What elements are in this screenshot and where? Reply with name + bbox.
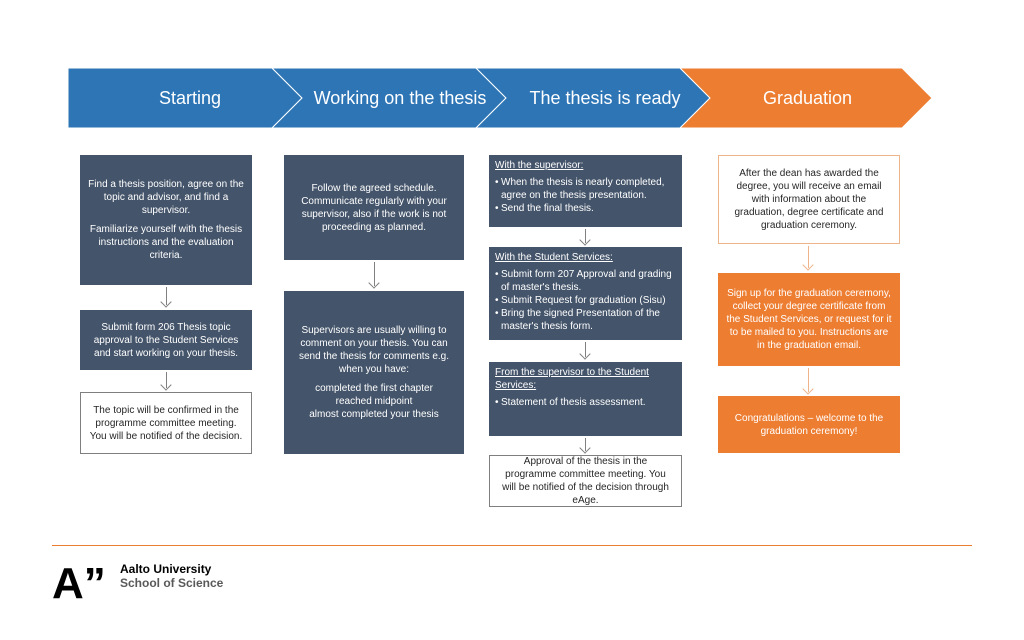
arrow-down — [585, 229, 586, 243]
list-item: • Bring the signed Presentation of the master's thesis form. — [495, 308, 660, 332]
starting-step-form-206: Submit form 206 Thesis topic approval to the Student Services and start working on your thesis. — [80, 310, 252, 370]
stage-label-graduation: Graduation — [762, 88, 853, 108]
statement-header: From the supervisor to the Student Services: — [495, 367, 649, 391]
graduation-step-degree-awarded: After the dean has awarded the degree, you will receive an email with information about the graduation, degree certificate and graduation ceremony. — [718, 155, 900, 244]
stage-label-working: Working on the thesis — [313, 88, 487, 108]
arrow-down — [166, 287, 167, 305]
school-name: School of Science — [120, 576, 224, 590]
arrow-down — [166, 372, 167, 388]
list-item: • Submit form 207 Approval and grading of master's thesis. — [495, 269, 672, 293]
starting-step-topic-confirmed: The topic will be confirmed in the programme committee meeting. You will be notified of the decision. — [80, 392, 252, 454]
comments-item: completed the first chapter — [315, 383, 433, 394]
starting-step-text-1: Find a thesis position, agree on the topic and advisor, and find a supervisor. — [88, 179, 244, 216]
stage-label-starting: Starting — [158, 88, 222, 108]
arrow-down — [585, 438, 586, 451]
list-item: • Send the final thesis. — [495, 203, 594, 214]
process-banner — [0, 0, 1024, 140]
arrow-down — [585, 342, 586, 357]
starting-step-find-position — [80, 155, 252, 285]
starting-step-text-2: Familiarize yourself with the thesis instructions and the evaluation criteria. — [89, 224, 243, 261]
ready-step-approval: Approval of the thesis in the programme committee meeting. You will be notified of the decision through eAge. — [489, 455, 682, 507]
footer-divider — [52, 545, 972, 546]
working-step-comments — [284, 291, 464, 454]
list-item: • When the thesis is nearly completed, agree on the thesis presentation. — [495, 177, 665, 201]
ready-step-student-services — [489, 247, 682, 340]
arrow-down — [374, 262, 375, 286]
working-step-schedule: Follow the agreed schedule. Communicate regularly with your supervisor, also if the work is not proceeding as planned. — [284, 155, 464, 260]
svg-text:A”: A” — [52, 562, 106, 602]
student-services-header: With the Student Services: — [495, 252, 613, 263]
list-item: • Submit Request for graduation (Sisu) — [495, 295, 666, 306]
supervisor-header: With the supervisor: — [495, 160, 584, 171]
aalto-logo — [52, 562, 114, 602]
university-name: Aalto University — [120, 562, 212, 576]
graduation-step-congratulations: Congratulations – welcome to the graduation ceremony! — [718, 396, 900, 453]
ready-step-supervisor — [489, 155, 682, 227]
comments-item: almost completed your thesis — [309, 409, 439, 420]
arrow-down — [808, 246, 809, 268]
list-item: • Statement of thesis assessment. — [495, 397, 646, 408]
stage-label-ready: The thesis is ready — [529, 88, 681, 108]
arrow-down — [808, 368, 809, 392]
comments-intro: Supervisors are usually willing to comment on your thesis. You can send the thesis for comments e.g. when you have: — [298, 325, 450, 375]
ready-step-statement — [489, 362, 682, 436]
graduation-step-sign-up: Sign up for the graduation ceremony, collect your degree certificate from the Student Services, or request for it to be mailed to you. Instructions are in the graduation email. — [718, 273, 900, 366]
comments-item: reached midpoint — [335, 396, 413, 407]
